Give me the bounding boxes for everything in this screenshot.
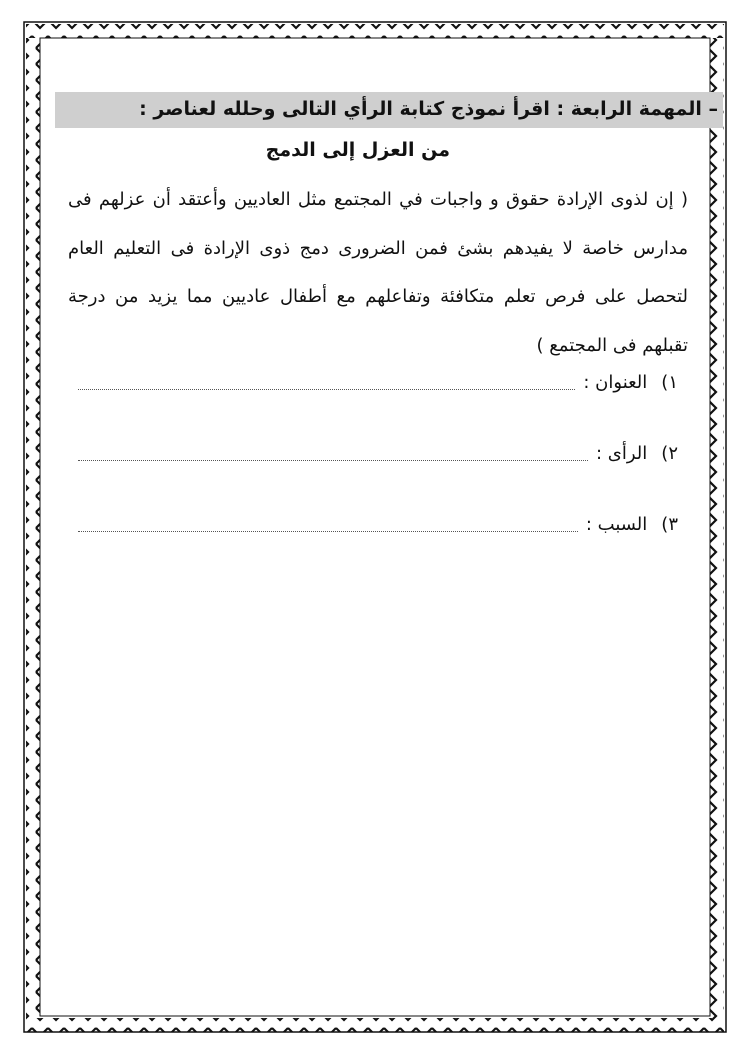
- answer-line[interactable]: [78, 531, 578, 532]
- question-label: العنوان :: [583, 372, 648, 393]
- question-label: الرأى :: [596, 443, 648, 464]
- task-heading: – المهمة الرابعة : اقرأ نموذج كتابة الرأي التالى وحلله لعناصر :: [139, 98, 718, 120]
- opinion-passage: ( إن لذوى الإرادة حقوق و واجبات في المجتمع مثل العاديين وأعتقد أن عزلهم فى مدارس خاصة لا يفيدهم بشئ فمن الضرورى دمج ذوى الإرادة فى التعليم العام لتحصل على فرص تعلم متكافئة وتفاعلهم مع أطفال عاديين مما يزيد من درجة تقبلهم فى المجتمع ): [68, 189, 688, 356]
- question-number: ٢): [661, 443, 678, 464]
- question-label: السبب :: [585, 514, 648, 535]
- answer-line[interactable]: [78, 460, 588, 461]
- question-number: ١): [661, 372, 678, 393]
- answer-line[interactable]: [78, 389, 575, 390]
- question-reason-row: [78, 510, 678, 540]
- question-opinion-row: [78, 439, 678, 469]
- passage-title: من العزل إلى الدمج: [265, 139, 450, 161]
- question-title-row: [78, 368, 678, 398]
- question-number: ٣): [661, 514, 678, 535]
